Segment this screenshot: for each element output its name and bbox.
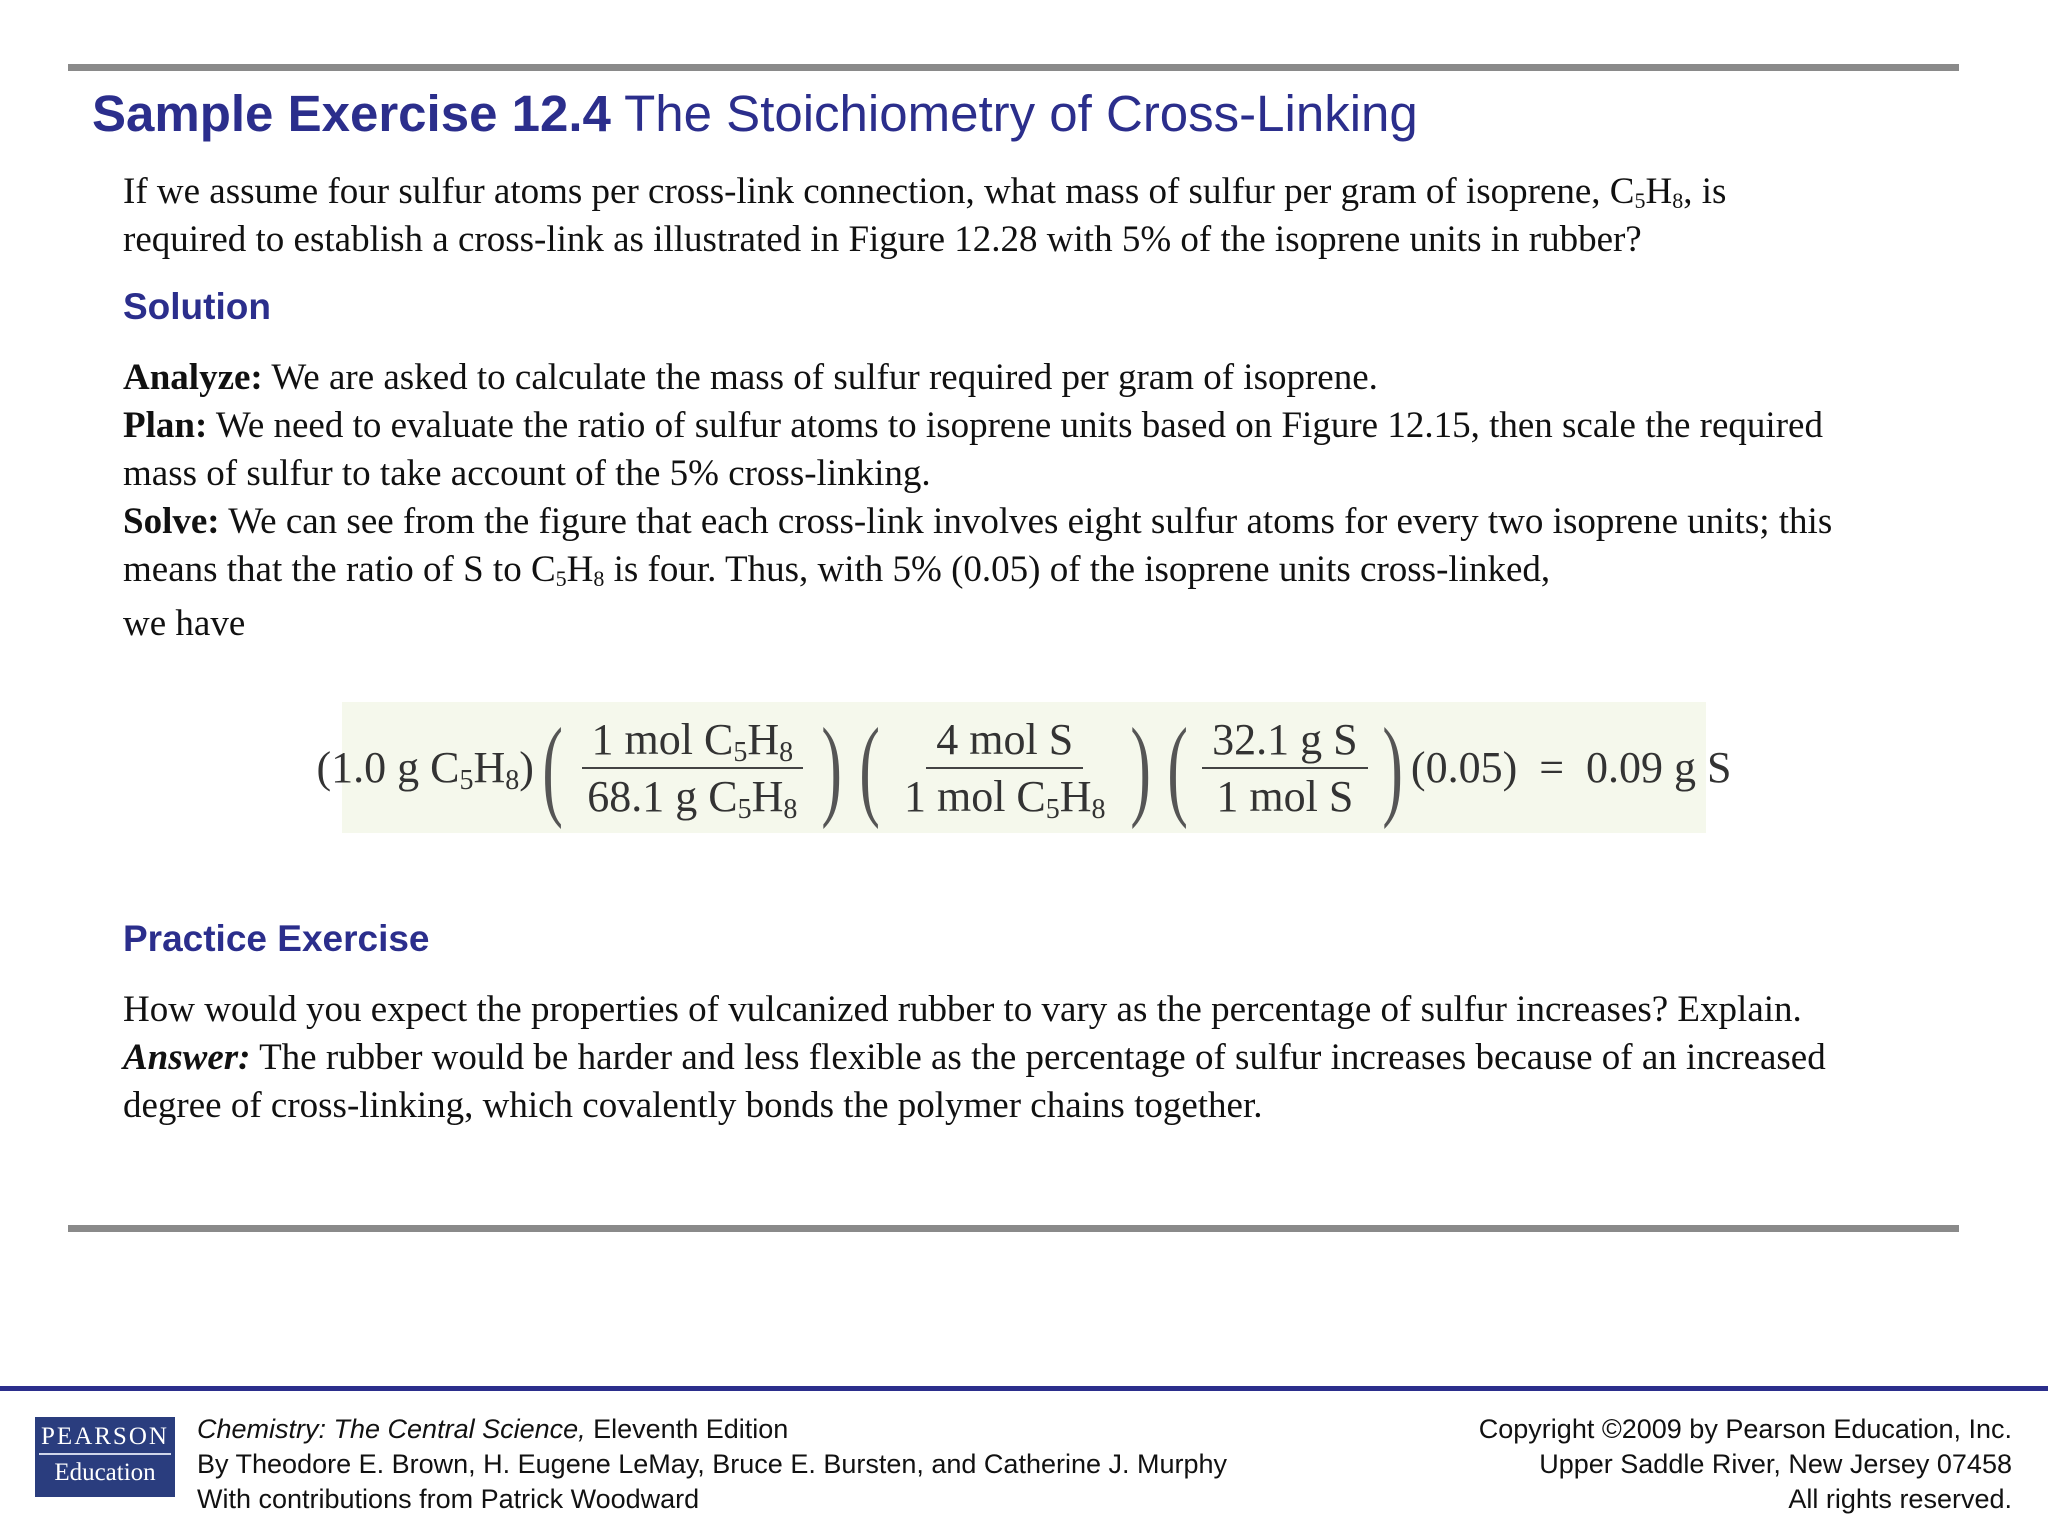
solve-paragraph: Solve: We can see from the figure that each cross-link involves eight sulfur atoms for every two isoprene units; this means that the ratio of S to $C_5H_8$ is four. Thus, with 5% (0.05) of the isoprene units cross-linked, — [123, 501, 1833, 591]
calculation-equation: (1.0 g $C_5H_8$) ( $\frac{1 mol C_5H_8}{68.1 g C_5H_8}$ ) ( $\frac{\text{4 mol S}}{1 mol C_5H_8}$ ) ( $\frac{\text{32.1 g S}}{\text{1 mol S}}$ ) (0.05) = 0.09 g S — [342, 702, 1706, 833]
fraction-mole-ratio: $\frac{\text{4 mol S}}{1 mol C_5H_8}$ — [903, 714, 1106, 825]
book-title: Chemistry: The Central Science, — [197, 1414, 586, 1444]
bottom-divider — [68, 1225, 1959, 1232]
fraction-sulfur-mass: $\frac{\text{32.1 g S}}{\text{1 mol S}}$ — [1202, 714, 1367, 822]
copyright-line: Copyright ©2009 by Pearson Education, Inc. — [1478, 1414, 2012, 1444]
fraction-molar-mass: $\frac{1 mol C_5H_8}{68.1 g C_5H_8}$ — [577, 714, 807, 822]
book-authors: By Theodore E. Brown, H. Eugene LeMay, Bruce E. Bursten, and Catherine J. Murphy — [197, 1449, 1228, 1479]
practice-heading: Practice Exercise — [123, 918, 430, 959]
plan-paragraph: Plan: We need to evaluate the ratio of sulfur atoms to isoprene units based on Figure 12.15, then scale the required mass of sulfur to take account of the 5% cross-linking. — [123, 405, 1823, 494]
copyright-location: Upper Saddle River, New Jersey 07458 — [1539, 1449, 2012, 1479]
practice-question: How would you expect the properties of vulcanized rubber to vary as the percentage of sulfur increases? Explain. — [123, 989, 1802, 1030]
footer-copyright — [1479, 1412, 2012, 1517]
analyze-paragraph: Analyze: We are asked to calculate the mass of sulfur required per gram of isoprene. — [123, 357, 1378, 398]
page-title — [92, 84, 1418, 143]
copyright-rights: All rights reserved. — [1788, 1484, 2012, 1514]
solution-heading: Solution — [123, 286, 271, 327]
footer-citation — [197, 1412, 1227, 1517]
exercise-title: The Stoichiometry of Cross-Linking — [624, 85, 1418, 142]
solve-continuation: we have — [123, 603, 246, 644]
book-edition: Eleventh Edition — [585, 1414, 789, 1444]
solution-block — [123, 354, 1883, 648]
practice-answer: Answer: The rubber would be harder and less flexible as the percentage of sulfur increases because of an increased degree of cross-linking, which covalently bonds the polymer chains together. — [123, 1037, 1826, 1126]
question-block — [123, 168, 1883, 264]
pearson-logo: PEARSON Education — [35, 1417, 175, 1497]
exercise-number: Sample Exercise 12.4 — [92, 85, 611, 142]
question-text: If we assume four sulfur atoms per cross-link connection, what mass of sulfur per gram of isoprene, $C_5H_8$, is required to establish a cross-link as illustrated in Figure 12.28 with 5% of the isoprene units in rubber? — [123, 171, 1727, 260]
footer-divider — [0, 1386, 2048, 1391]
top-divider — [68, 64, 1959, 71]
equation-result: (0.05) = 0.09 g S — [1410, 743, 1732, 792]
equation-start: (1.0 g $C_5H_8$) — [316, 743, 534, 796]
practice-block — [123, 986, 1883, 1130]
book-contributions: With contributions from Patrick Woodward — [197, 1484, 700, 1514]
